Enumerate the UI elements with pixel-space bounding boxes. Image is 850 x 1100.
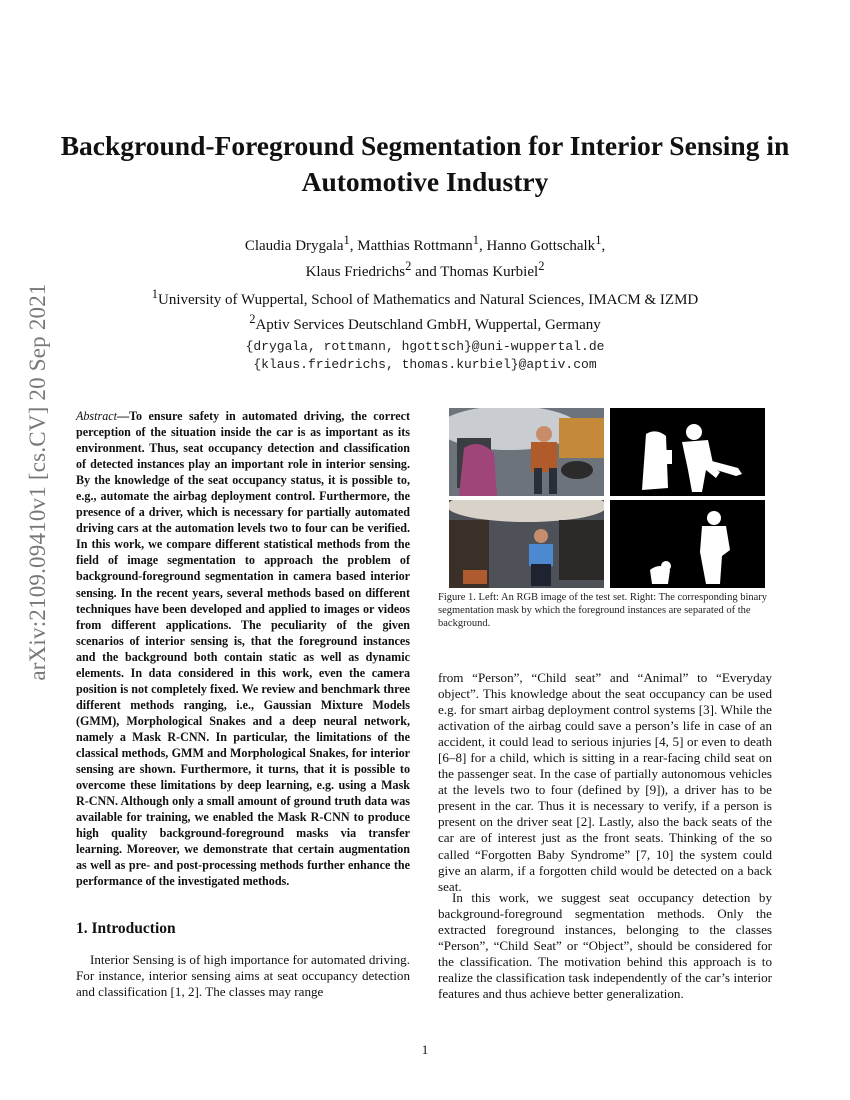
right-column-paragraph-1: from “Person”, “Child seat” and “Animal” to “Everyday object”. This knowledge about the seat occupancy can be used e.g. for smart airbag deployment control systems [3]. While the activation of the airbag could save a person’s life in case of an accident, it could lead to serious injuries [4, 5] or even to death [6–8] for a child, which is sitting in a rear-facing child seat on the passenger seat. In the case of partially autonomous vehicles at the levels two to four (defined by [9]), a driver has to be present in the car. Thus it is necessary to verify, if a person is present on the driver seat [2]. Lastly, also the back seats of the car are of interest just as the front seats. Thinking of the so called “Forgotten Baby Syndrome” [7, 10] the system could give an alarm, if a forgotten child would be detected on a back seat. bbox=[438, 670, 772, 894]
figure-1 bbox=[449, 408, 765, 588]
affiliations: $^1$University of Wuppertal, School of Mathematics and Natural Sciences, IMACM & IZMD $^2$Aptiv Services Deutschland GmbH, Wuppertal, Germany bbox=[151, 287, 699, 333]
figure-caption: Figure 1. Left: An RGB image of the test set. Right: The corresponding binary segmentation mask by which the foreground instances are separated of the background. bbox=[438, 592, 768, 629]
email-line-2: {klaus.friedrichs, thomas.kurbiel}@aptiv.com bbox=[253, 357, 597, 372]
mask-image-bottom bbox=[610, 500, 765, 588]
author-list: Claudia Drygala$^1$, Matthias Rottmann$^1$, Hanno Gottschalk$^1$, Klaus Friedrichs$^2$ and Thomas Kurbiel$^2$ bbox=[244, 233, 606, 280]
mask-image-top bbox=[610, 408, 765, 496]
section-heading: 1. Introduction bbox=[76, 920, 176, 937]
page-number: 1 bbox=[421, 1042, 429, 1057]
affiliation-2: Aptiv Services Deutschland GmbH, Wuppertal, Germany bbox=[255, 317, 601, 333]
abstract-label: Abstract bbox=[76, 409, 117, 423]
author-name: Klaus Friedrichs bbox=[305, 264, 406, 280]
affiliation-1: University of Wuppertal, School of Mathematics and Natural Sciences, IMACM & IZMD bbox=[157, 292, 699, 308]
author-name: Claudia Drygala bbox=[244, 238, 344, 254]
arxiv-identifier: arXiv:2109.09410v1 [cs.CV] 20 Sep 2021 bbox=[25, 283, 50, 681]
right-column-paragraph-2: In this work, we suggest seat occupancy detection by background-foreground segmentation methods. Only the extracted foreground instances, belonging to the classes “Person”, “Child Seat” or “Object”, should be considered for the classification. The motivation behind this approach is to realize the classification task independently of the car’s interior features and thus achieve better generalization. bbox=[438, 890, 772, 1002]
intro-paragraph: Interior Sensing is of high importance for automated driving. For instance, interior sensing aims at seat occupancy detection and classification [1, 2]. The classes may range bbox=[76, 952, 410, 1000]
email-line-1: {drygala, rottmann, hgottsch}@uni-wuppertal.de bbox=[245, 339, 605, 354]
abstract bbox=[76, 408, 410, 889]
rgb-image-bottom bbox=[449, 500, 604, 588]
abstract-text: —To ensure safety in automated driving, the correct perception of the situation inside the car is as important as its environment. Thus, seat occupancy detection and classification of detected instances play an important role in interior sensing. By the knowledge of the seat occupancy status, it is possible to, e.g., automate the airbag deployment control. Furthermore, the presence of a driver, which is necessary for partially automated driving cars at the automation levels two to four can be verified. In this work, we compare different statistical methods from the field of image segmentation to approach the problem of background-foreground segmentation in camera based interior sensing. In the recent years, several methods based on different techniques have been developed and applied to images or videos from different applications. The peculiarity of the given scenarios of interior sensing is, that the foreground instances and the background both contain static as well as dynamic elements. In data considered in this work, even the camera position is not completely fixed. We review and benchmark three different methods ranging, i.e., Gaussian Mixture Models (GMM), Morphological Snakes and a deep neural network, namely a Mask R-CNN. In particular, the limitations of the classical methods, GMM and Morphological Snakes, for interior sensing are shown. Furthermore, it turns, that it is possible to overcome these limitations by deep learning, e.g. using a Mask R-CNN. Although only a small amount of ground truth data was available for training, we enabled the Mask R-CNN to produce high quality background-foreground masks via transfer learning. Moreover, we demonstrate that certain augmentation as well as pre- and post-processing methods further enhance the performance of the investigated methods. bbox=[76, 409, 410, 889]
paper-title: Background-Foreground Segmentation for Interior Sensing in Automotive Industry bbox=[60, 130, 790, 197]
rgb-image-top bbox=[449, 408, 604, 496]
email-block bbox=[150, 338, 700, 374]
